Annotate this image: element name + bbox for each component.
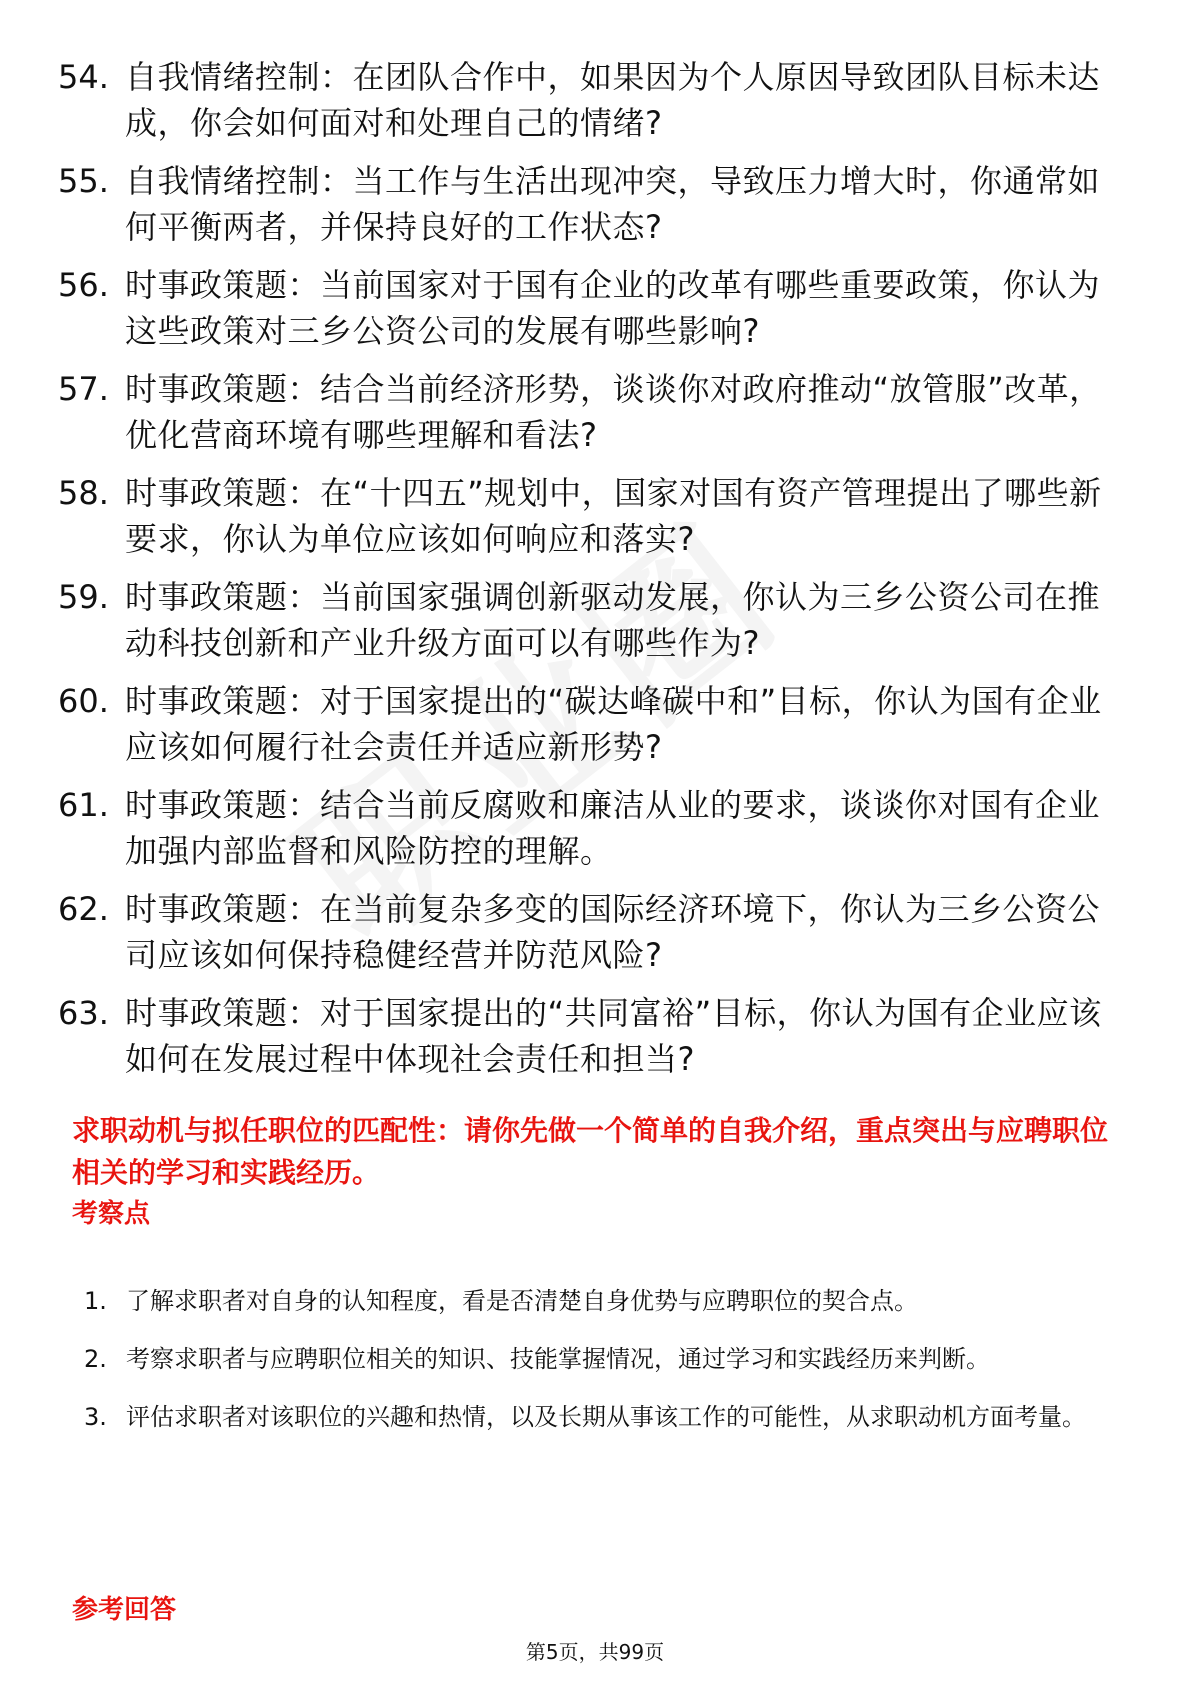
question-item	[58, 678, 1118, 770]
reference-answer-heading: 参考回答	[72, 1595, 177, 1625]
assessment-point-list	[84, 1272, 1124, 1446]
assessment-points-heading: 考察点	[72, 1199, 151, 1229]
question-text: 时事政策题：当前国家对于国有企业的改革有哪些重要政策，你认为这些政策对三乡公资公司的发展有哪些影响?	[125, 266, 1101, 350]
question-number: 59.	[58, 578, 109, 616]
question-text: 时事政策题：在“十四五”规划中，国家对国有资产管理提出了哪些新要求，你认为单位应该如何响应和落实?	[125, 474, 1102, 558]
question-item	[58, 470, 1118, 562]
question-number: 54.	[58, 58, 109, 96]
question-item	[58, 158, 1118, 250]
assessment-point	[84, 1330, 1124, 1388]
section-heading: 求职动机与拟任职位的匹配性：请你先做一个简单的自我介绍，重点突出与应聘职位相关的学习和实践经历。	[72, 1114, 1109, 1189]
question-number: 63.	[58, 994, 109, 1032]
question-text: 时事政策题：对于国家提出的“共同富裕”目标，你认为国有企业应该如何在发展过程中体现社会责任和担当?	[125, 994, 1102, 1078]
question-number: 56.	[58, 266, 109, 304]
question-number: 57.	[58, 370, 109, 408]
question-text: 时事政策题：当前国家强调创新驱动发展，你认为三乡公资公司在推动科技创新和产业升级方面可以有哪些作为?	[125, 578, 1101, 662]
point-number: 3.	[84, 1403, 107, 1431]
point-number: 2.	[84, 1345, 107, 1373]
point-text: 了解求职者对自身的认知程度，看是否清楚自身优势与应聘职位的契合点。	[126, 1287, 918, 1315]
question-text: 时事政策题：对于国家提出的“碳达峰碳中和”目标，你认为国有企业应该如何履行社会责任并适应新形势?	[125, 682, 1102, 766]
assessment-point	[84, 1388, 1124, 1446]
question-number: 61.	[58, 786, 109, 824]
question-number: 58.	[58, 474, 109, 512]
point-text: 考察求职者与应聘职位相关的知识、技能掌握情况，通过学习和实践经历来判断。	[126, 1345, 990, 1373]
question-item	[58, 886, 1118, 978]
page-number-footer: 第5页，共99页	[525, 1640, 665, 1664]
question-text: 自我情绪控制：在团队合作中，如果因为个人原因导致团队目标未达成，你会如何面对和处理自己的情绪?	[125, 58, 1101, 142]
question-number: 55.	[58, 162, 109, 200]
question-number: 60.	[58, 682, 109, 720]
question-number: 62.	[58, 890, 109, 928]
question-item	[58, 366, 1118, 458]
point-text: 评估求职者对该职位的兴趣和热情，以及长期从事该工作的可能性，从求职动机方面考量。	[126, 1403, 1086, 1431]
point-number: 1.	[84, 1287, 107, 1315]
question-text: 自我情绪控制：当工作与生活出现冲突，导致压力增大时，你通常如何平衡两者，并保持良好的工作状态?	[125, 162, 1101, 246]
question-text: 时事政策题：结合当前经济形势，谈谈你对政府推动“放管服”改革，优化营商环境有哪些理解和看法?	[125, 370, 1102, 454]
question-item	[58, 54, 1118, 146]
question-item	[58, 574, 1118, 666]
question-item	[58, 782, 1118, 874]
assessment-point	[84, 1272, 1124, 1330]
question-item	[58, 262, 1118, 354]
question-text: 时事政策题：在当前复杂多变的国际经济环境下，你认为三乡公资公司应该如何保持稳健经营并防范风险?	[125, 890, 1101, 974]
question-item	[58, 990, 1118, 1082]
question-text: 时事政策题：结合当前反腐败和廉洁从业的要求，谈谈你对国有企业加强内部监督和风险防控的理解。	[125, 786, 1101, 870]
question-list	[58, 54, 1118, 1094]
